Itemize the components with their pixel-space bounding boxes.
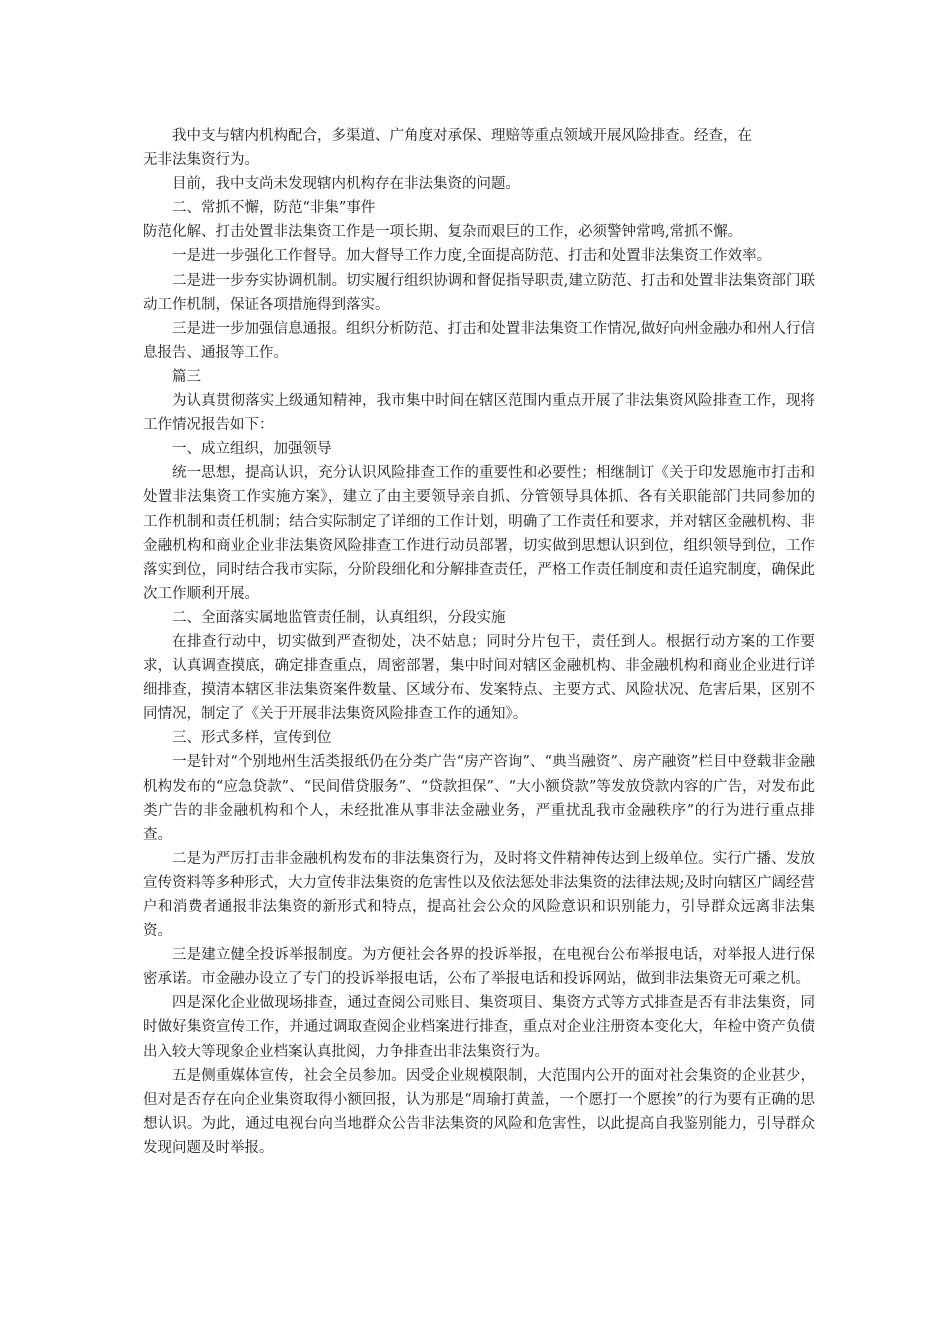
paragraph: 目前，我中支尚未发现辖内机构存在非法集资的问题。 <box>172 176 520 193</box>
paragraph: 一是针对“个别地州生活类报纸仍在分类广告“房产咨询”、“典当融资”、房产融资”栏目中登载非金融机构发布的“应急贷款”、“民间借贷服务”、“贷款担保”、“大小额贷款”等发放贷款内容的广告，对发布此类广告的非金融机构和个人，未经批准从事非法金融业务，严重扰乱我市金融秩序”的行为进行重点排查。 <box>143 754 815 843</box>
section-heading: 二、常抓不懈，防范“非集”事件 <box>172 200 376 217</box>
paragraph: 防范化解、打击处置非法集资工作是一项长期、复杂而艰巨的工作，必须警钟常鸣,常抓不懈。 <box>143 224 743 241</box>
paragraph: 五是侧重媒体宣传，社会全员参加。因受企业规模限制，大范围内公开的面对社会集资的企业甚少，但对是否存在向企业集资取得小额回报，认为那是“周瑜打黄盖，一个愿打一个愿挨”的行为要有正确的思想认识。为此，通过电视台向当地群众公告非法集资的风险和危害性，以此提高自我鉴别能力，引导群众发现问题及时举报。 <box>143 1067 815 1156</box>
paragraph: 三是进一步加强信息通报。组织分析防范、打击和处置非法集资工作情况,做好向州金融办和州人行信息报告、通报等工作。 <box>143 320 815 361</box>
paragraph: 我中支与辖内机构配合，多渠道、广角度对承保、理赔等重点领域开展风险排查。经查，在 <box>172 128 752 144</box>
document-body <box>143 124 815 1160</box>
section-heading: 一、成立组织，加强领导 <box>172 441 332 458</box>
paragraph: 统一思想，提高认识，充分认识风险排查工作的重要性和必要性；相继制订《关于印发恩施市打击和处置非法集资工作实施方案》，建立了由主要领导亲自抓、分管领导具体抓、各有关职能部门共同参加的工作机制和责任机制；结合实际制定了详细的工作计划，明确了工作责任和要求，并对辖区金融机构、非金融机构和商业企业非法集资风险排查工作进行动员部署，切实做到思想认识到位，组织领导到位，工作落实到位，同时结合我市实际，分阶段细化和分解排查责任，严格工作责任制度和责任追究制度，确保此次工作顺利开展。 <box>143 465 815 602</box>
paragraph: 为认真贯彻落实上级通知精神，我市集中时间在辖区范围内重点开展了非法集资风险排查工作，现将工作情况报告如下： <box>143 393 815 434</box>
paragraph: 无非法集资行为。 <box>143 152 259 169</box>
section-heading: 二、全面落实属地监管责任制，认真组织，分段实施 <box>172 609 506 626</box>
paragraph: 一是进一步强化工作督导。加大督导工作力度,全面提高防范、打击和处置非法集资工作效率。 <box>172 248 772 265</box>
part-heading: 篇三 <box>172 368 201 385</box>
paragraph: 三是建立健全投诉举报制度。为方便社会各界的投诉举报，在电视台公布举报电话，对举报人进行保密承诺。市金融办设立了专门的投诉举报电话，公布了举报电话和投诉网站，做到非法集资无可乘之机。 <box>143 947 815 988</box>
paragraph: 二是进一步夯实协调机制。切实履行组织协调和督促指导职责,建立防范、打击和处置非法集资部门联动工作机制，保证各项措施得到落实。 <box>143 272 815 313</box>
paragraph: 四是深化企业做现场排查，通过查阅公司账目、集资项目、集资方式等方式排查是否有非法集资，同时做好集资宣传工作，并通过调取查阅企业档案进行排查，重点对企业注册资本变化大，年检中资产负债出入较大等现象企业档案认真批阅，力争排查出非法集资行为。 <box>143 995 815 1060</box>
section-heading: 三、形式多样，宣传到位 <box>172 730 332 747</box>
paragraph: 在排查行动中，切实做到严查彻处，决不姑息；同时分片包干，责任到人。根据行动方案的工作要求，认真调查摸底，确定排查重点，周密部署，集中时间对辖区金融机构、非金融机构和商业企业进行详细排查，摸清本辖区非法集资案件数量、区域分布、发案特点、主要方式、风险状况、危害后果，区别不同情况，制定了《关于开展非法集资风险排查工作的通知》。 <box>143 633 815 723</box>
paragraph: 二是为严厉打击非金融机构发布的非法集资行为，及时将文件精神传达到上级单位。实行广播、发放宣传资料等多种形式，大力宣传非法集资的危害性以及依法惩处非法集资的法律法规;及时向辖区广阔经营户和消费者通报非法集资的新形式和特点，提高社会公众的风险意识和识别能力，引导群众远离非法集资。 <box>143 850 815 940</box>
